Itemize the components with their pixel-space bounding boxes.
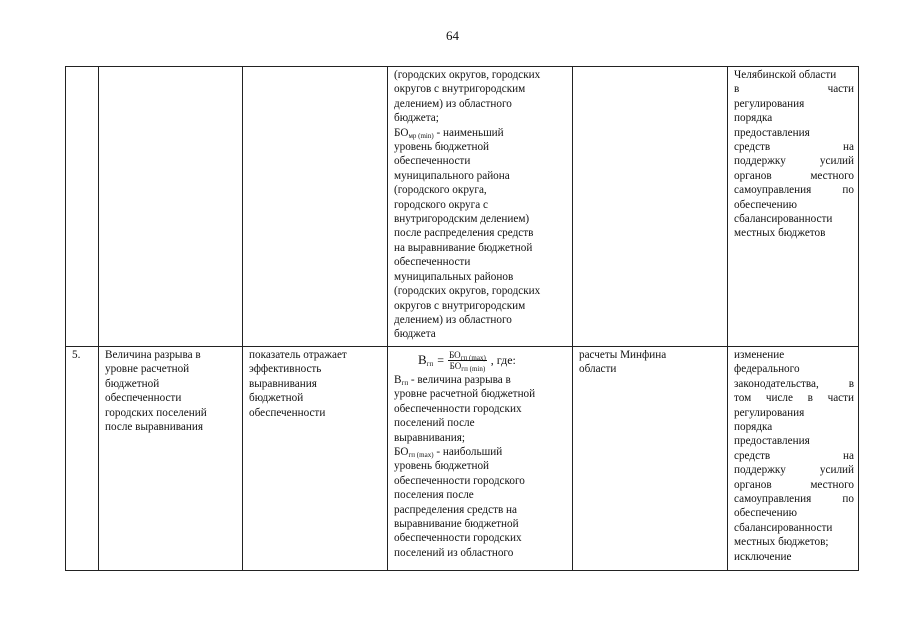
text-line: обеспеченности	[394, 256, 471, 269]
indicators-table	[65, 66, 859, 571]
formula-numerator: $БО_{гп (max)}$	[449, 350, 486, 362]
text-line: Величина разрыва в	[105, 349, 201, 361]
text-line: поддержку усилий	[734, 155, 854, 168]
text-line: обеспеченности	[105, 392, 182, 405]
text-line: местных бюджетов;	[734, 536, 829, 549]
text-line: муниципального района	[394, 169, 510, 182]
text-line: округов с внутригородским	[394, 299, 526, 312]
text-line: бюджетной	[249, 392, 304, 405]
cell-calculation-method	[388, 67, 573, 347]
text-line: выравнивание бюджетной	[394, 518, 519, 531]
text-line: области	[579, 363, 617, 376]
text-line: средств на	[734, 449, 854, 462]
table-row-continued	[66, 67, 859, 347]
formula-denominator: $БО_{гп (min)}$	[449, 361, 486, 373]
text-line: сбалансированности	[734, 521, 833, 534]
text-line: обеспеченности городских	[394, 402, 522, 415]
text-line: расчеты Минфина	[579, 349, 667, 361]
text-line: (городских округов, городских	[394, 69, 541, 81]
text-line: самоуправления по	[734, 184, 854, 197]
text-line: внутригородским делением)	[394, 213, 530, 226]
text-line: после распределения средств	[394, 227, 534, 240]
formula-lhs: $В_{гп}$	[418, 352, 434, 369]
text-line: поселений из областного	[394, 546, 514, 559]
variable-subscript: мр (min)	[408, 131, 434, 140]
variable-name: БО	[394, 126, 409, 139]
text-line: органов местного	[734, 169, 854, 182]
text-line: исключение	[734, 550, 792, 563]
cell-calculation-method	[388, 347, 573, 571]
text-line: регулирования	[734, 406, 805, 419]
cell-data-source	[573, 67, 728, 347]
text-line: уровень бюджетной	[394, 141, 490, 154]
text-line: предоставления	[734, 126, 810, 139]
text-line: федерального	[734, 363, 800, 376]
text-line: регулирования	[734, 97, 805, 110]
text-line: уровне расчетной бюджетной	[394, 388, 536, 401]
cell-indicator-name	[99, 347, 243, 571]
cell-indicator-name	[99, 67, 243, 347]
text-line: том числе в части	[734, 392, 854, 405]
text-line: местных бюджетов	[734, 227, 826, 240]
text-line: самоуправления по	[734, 493, 854, 506]
text-line: показатель отражает	[249, 349, 347, 361]
text-line: муниципальных районов	[394, 270, 514, 283]
formula-equals: =	[437, 353, 445, 368]
cell-data-source	[573, 347, 728, 571]
text-line: (городского округа,	[394, 184, 487, 197]
text-line: поселений после	[394, 417, 475, 430]
text-line: уровне расчетной	[105, 363, 190, 376]
text-line: порядка	[734, 112, 773, 125]
text-line: делением) из областного	[394, 313, 512, 326]
text-line: бюджета;	[394, 112, 439, 125]
text-line: органов местного	[734, 478, 854, 491]
text-line: в части	[734, 83, 854, 96]
formula	[418, 350, 568, 371]
formula-tail: , где:	[490, 353, 516, 368]
text-line: после выравнивания	[105, 421, 204, 434]
text-line: уровень бюджетной	[394, 460, 490, 473]
definition-line: $БО_{гп (max)}$ - наибольший	[394, 446, 503, 460]
text-line: бюджета	[394, 328, 436, 341]
text-line: (городских округов, городских	[394, 285, 541, 298]
text-line: эффективность	[249, 363, 322, 376]
text-line: поддержку усилий	[734, 464, 854, 477]
text-line: поселения после	[394, 489, 474, 502]
cell-number: 5.	[66, 347, 99, 571]
page-number: 64	[446, 28, 459, 43]
text-line: законодательства, в	[734, 377, 854, 390]
text-line: средств на	[734, 141, 854, 154]
cell-change-basis	[728, 347, 859, 571]
text-line: обеспеченности	[249, 406, 326, 419]
text-line: городского округа с	[394, 198, 488, 211]
text-line: изменение	[734, 349, 785, 361]
cell-number	[66, 67, 99, 347]
cell-change-basis	[728, 67, 859, 347]
text-line: обеспечению	[734, 198, 797, 211]
variable-name: БО	[394, 446, 409, 459]
variable-subscript: гп	[401, 379, 409, 387]
cell-indicator-meaning	[243, 67, 388, 347]
text-line: бюджетной	[105, 377, 160, 390]
text-line: обеспеченности городских	[394, 532, 522, 545]
text-line: Челябинской области	[734, 69, 837, 81]
text-line: сбалансированности	[734, 213, 833, 226]
text-line: делением) из областного	[394, 97, 512, 110]
text-line: выравнивания	[249, 377, 317, 390]
text-line: распределения средств на	[394, 503, 518, 516]
text-line: обеспеченности	[394, 155, 471, 168]
text-line: порядка	[734, 421, 773, 434]
cell-indicator-meaning	[243, 347, 388, 571]
text-line: выравнивания;	[394, 431, 465, 444]
table-row-5	[66, 347, 859, 571]
text-line: обеспечению	[734, 507, 797, 520]
definition-line: $В_{гп}$ - величина разрыва в	[394, 374, 511, 387]
text-line: городских поселений	[105, 406, 207, 419]
variable-name: В	[394, 374, 402, 386]
text-line: на выравнивание бюджетной	[394, 241, 533, 254]
definition-line: $БО_{мр (min)}$ - наименьший	[394, 126, 504, 140]
text-line: предоставления	[734, 435, 810, 448]
variable-subscript: гп (max)	[408, 451, 434, 460]
text-line: обеспеченности городского	[394, 474, 525, 487]
formula-fraction	[448, 350, 487, 371]
text-line: округов с внутригородским	[394, 83, 526, 96]
